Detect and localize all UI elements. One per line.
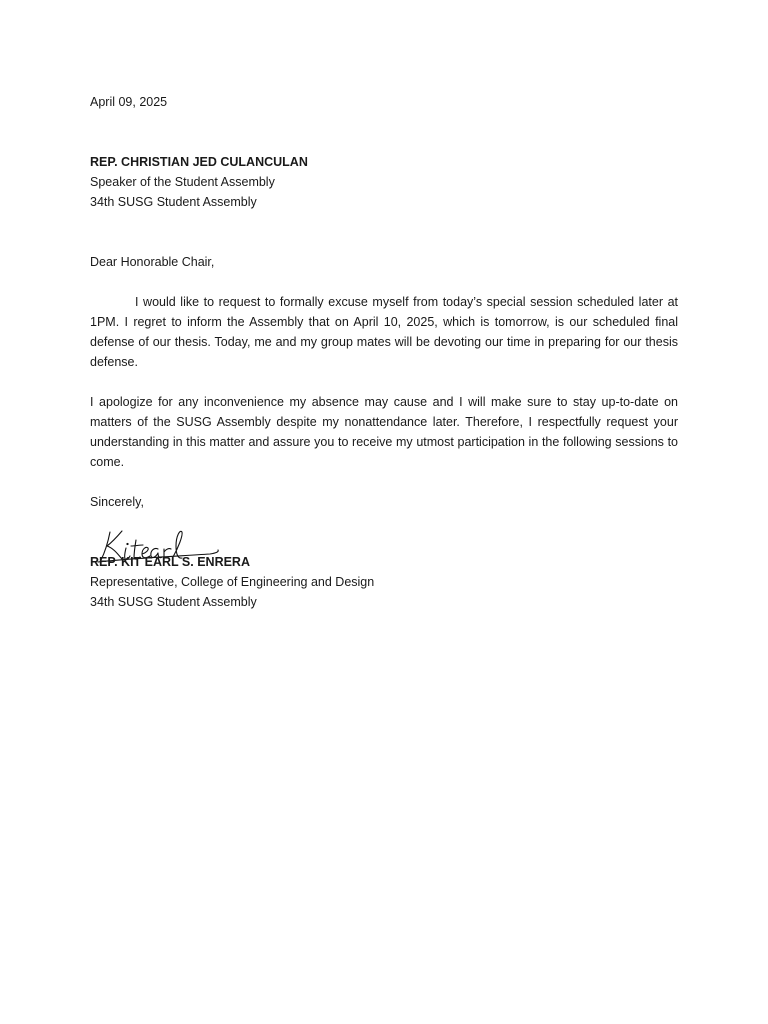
body-paragraph-2 <box>90 392 678 472</box>
salutation-text: Dear Honorable Chair, <box>90 255 215 269</box>
recipient-organization: 34th SUSG Student Assembly <box>90 195 257 209</box>
body-paragraph-2-text: I apologize for any inconvenience my absence may cause and I will make sure to stay up-to-date on matters of the SUSG Assembly despite my nonattendance later. Therefore, I respectfully request your understanding in this matter and assure you to receive my utmost participation in the following sessions to come. <box>90 395 678 469</box>
letter-date <box>90 92 678 112</box>
closing-text: Sincerely, <box>90 495 144 509</box>
recipient-title: Speaker of the Student Assembly <box>90 175 275 189</box>
recipient-name: REP. CHRISTIAN JED CULANCULAN <box>90 155 308 169</box>
sender-name: REP. KIT EARL S. ENRERA <box>90 555 250 569</box>
sender-organization: 34th SUSG Student Assembly <box>90 595 257 609</box>
sender-title: Representative, College of Engineering and Design <box>90 575 375 589</box>
body-paragraph-1-text: I would like to request to formally excuse myself from today’s special session scheduled later at 1PM. I regret to inform the Assembly that on April 10, 2025, which is tomorrow, is our scheduled final defense of our thesis. Today, me and my group mates will be devoting our time in preparing for our thesis defense. <box>90 295 678 369</box>
body-paragraph-1 <box>90 292 678 372</box>
recipient-block <box>90 152 678 212</box>
salutation <box>90 252 678 272</box>
closing <box>90 492 678 512</box>
sender-block <box>90 552 678 612</box>
date-text: April 09, 2025 <box>90 95 168 109</box>
